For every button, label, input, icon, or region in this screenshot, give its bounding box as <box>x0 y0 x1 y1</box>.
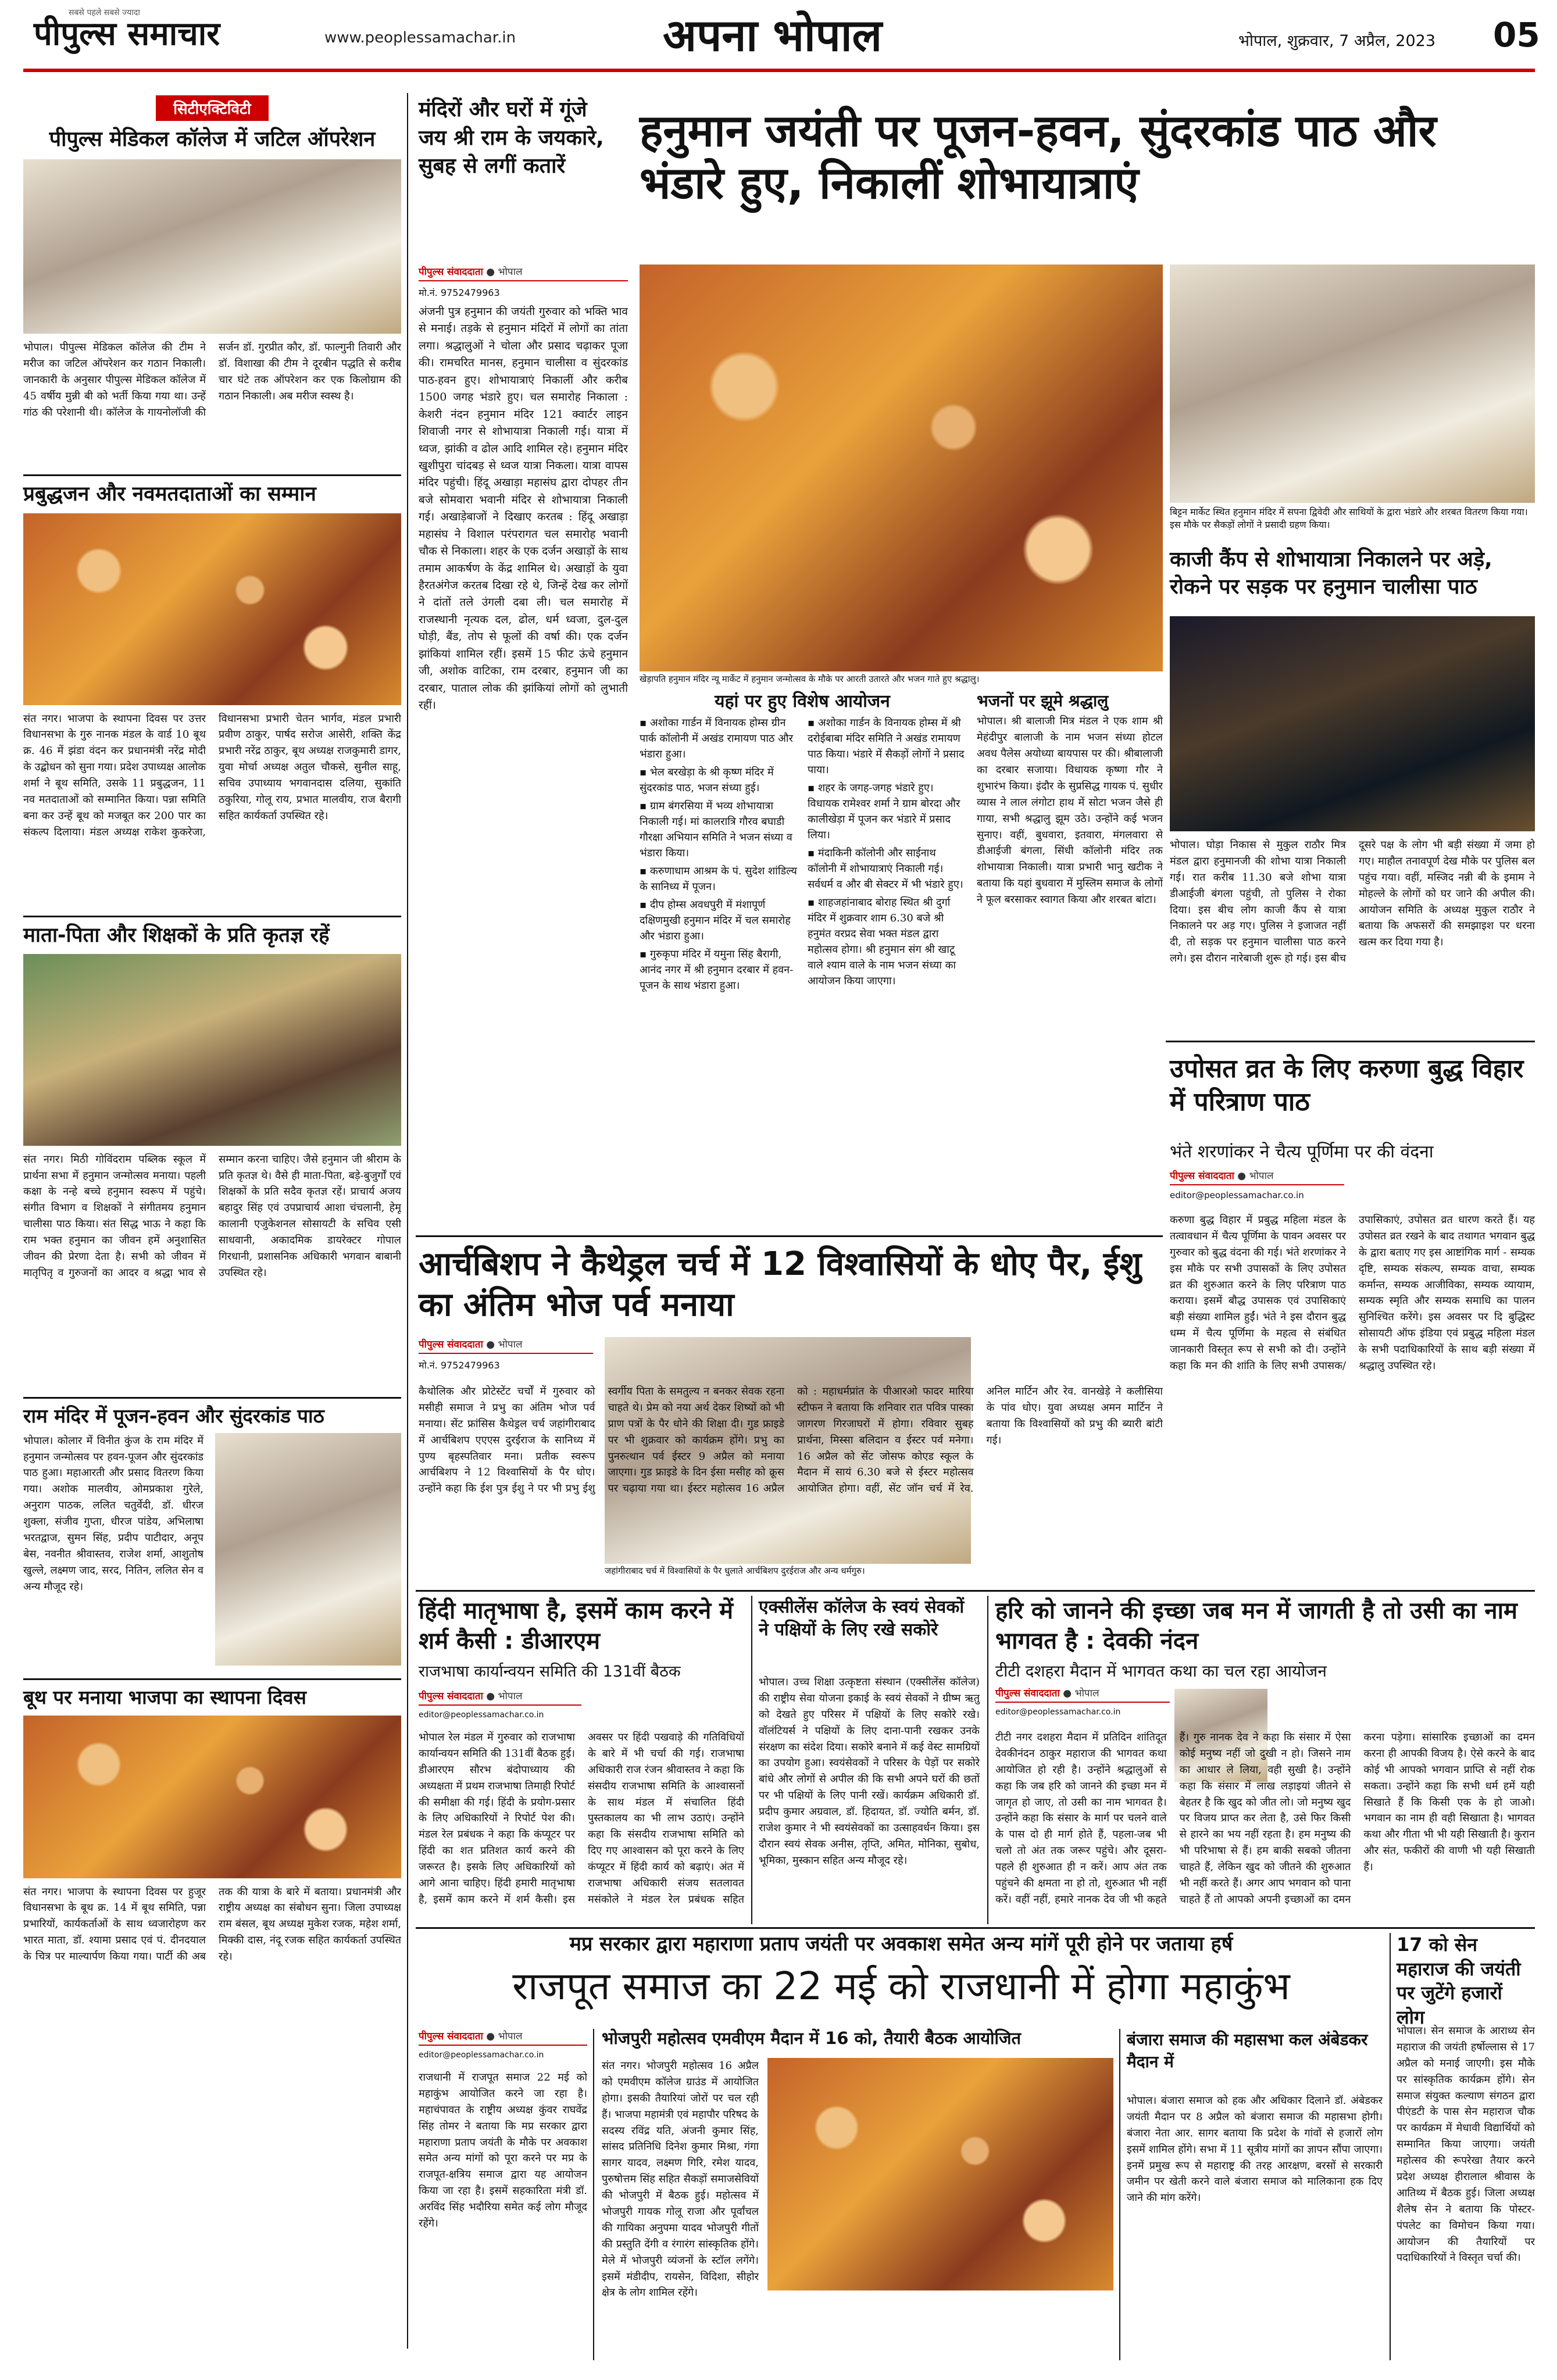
masthead-tagline: सबसे पहले सबसे ज्यादा <box>69 8 140 17</box>
karuna-email: editor@peoplessamachar.co.in <box>1170 1190 1304 1200</box>
karuna-byline-city: भोपाल <box>1249 1170 1274 1182</box>
hindi-body: भोपाल रेल मंडल में गुरुवार को राजभाषा कार्यान्वयन समिति की 131वीं बैठक हुई। डीआरएम सौरभ बंदोपाध्याय की अध्यक्षता में प्रथम राजभाषा तिमाही रिपोर्ट की समीक्षा की गई। हिंदी के प्रयोग-प्रसार के लिए अधिकारियों ने रिपोर्ट पेश की। मंडल रेल प्रबंधक ने कहा कि कंप्यूटर पर हिंदी का शत प्रतिशत कार्य करने की जरूरत है। इसके लिए अधिकारियों को आगे आना चाहिए। हिंदी हमारी मातृभाषा है, इसमें काम करने में शर्म कैसी। इस अवसर पर हिंदी पखवाड़े की गतिविधियों के बारे में भी चर्चा की गई। राजभाषा अधिकारी राज रंजन श्रीवास्तव ने कहा कि संसदीय राजभाषा समिति के आश्वासनों के साथ मंडल में संचालित हिंदी पुस्तकालय का भी लाभ उठाएं। उन्होंने कहा कि संसदीय राजभाषा समिति को दिए गए आश्वासन को पूरा करने के लिए कंप्यूटर में हिंदी कार्य को बढ़ाएं। अंत में राजभाषा अधिकारी संजय सतलावत मसंकोले ने मंडल रेल प्रबंधक सहित <box>419 1731 744 1906</box>
hanuman-main-photo <box>640 265 1163 671</box>
karuna-headline: उपोसत व्रत के लिए करुणा बुद्ध विहार में परित्राण पाठ <box>1170 1054 1524 1117</box>
story1-body: भोपाल। पीपुल्स मेडिकल कॉलेज की टीम ने मरीज का जटिल ऑपरेशन कर गठान निकाली। जानकारी के अनुसार पीपुल्स मेडिकल कॉलेज में 45 वर्षीय मुन्नी बी को भर्ती किया गया था। उन्हें गांठ की परेशानी थी। कॉलेज के गायनोलॉजी की सर्जन डॉ. गुरप्रीत कौर, डॉ. फाल्गुनी तिवारी और डॉ. विशाखा की टीम ने दूरबीन पद्धति से करीब चार घंटे तक ऑपरेशन कर एक किलोग्राम की गठान निकाली। अब मरीज स्वस्थ है। <box>23 341 401 419</box>
special-event-item: ▪ मंदाकिनी कॉलोनी और साईनाथ कॉलोनी में शोभायात्राएं निकाली गई। सर्वधर्म व और बी सेक्टर में भी भंडारे हुए। <box>808 846 963 891</box>
hanuman-side-photo <box>1170 265 1535 503</box>
bhojpuri-photo <box>767 2058 1113 2290</box>
bhagwat-byline: पीपुल्स संवाददाता ● भोपाल <box>995 1686 1170 1703</box>
story4-photo <box>215 1433 401 1666</box>
special-event-item: ▪ अशोका गार्डन के विनायक होम्स में श्री दरोईबाबा मंदिर समिति ने अखंड रामायण पाठ किया। भंडारे में सैकड़ों लोगों ने प्रसाद पाया। <box>808 716 965 776</box>
special-events-title: यहां पर हुए विशेष आयोजन <box>715 691 890 712</box>
story3-body: संत नगर। मिठी गोविंदराम पब्लिक स्कूल में प्रार्थना सभा में हनुमान जन्मोत्सव मनाया। पहली कक्षा के नन्हे बच्चे हनुमान स्वरूप में पहुंचे। संगीत विभाग व शिक्षकों ने संगीतमय हनुमान चालीसा पाठ किया। संत सिद्ध भाऊ ने कहा कि राम भक्त हनुमान का जीवन हमें अनुशासित जीवन की प्रेरणा देता है। सभी को जीवन में मातृपितृ व गुरुजनों का आदर व श्रद्धा भाव से सम्मान करना चाहिए। जैसे हनुमान जी श्रीराम के प्रति कृतज्ञ थे। वैसे ही माता-पिता, बड़े-बुजुर्गों एवं शिक्षकों के प्रति सदैव कृतज्ञ रहें। प्राचार्य अजय बहादुर सिंह एवं उपप्राचार्य आशा चंचलानी, हेमू कालानी एजुकेशनल सोसायटी के सचिव एसी साधवानी, अकादमिक डायरेक्टर गोपाल गिरधानी, प्रशासनिक अधिकारी भगवान बाबानी उपस्थित रहे। <box>23 1153 401 1279</box>
rajput-email: editor@peoplessamachar.co.in <box>419 2050 544 2060</box>
story2-photo <box>23 513 401 705</box>
special-event-item: ▪ शाहजहांनाबाद बोराह स्थित श्री दुर्गा मंदिर में शुक्रवार शाम 6.30 बजे श्री हनुमंत वरप्रद सेवा भक्त मंडल द्वारा महोत्सव होगा। श्री हनुमान संग श्री खाटू वाले श्याम वाले के नाम भजन संध्या का आयोजन किया जाएगा। <box>808 896 956 987</box>
hindi-email: editor@peoplessamachar.co.in <box>419 1710 544 1720</box>
story5-photo <box>23 1716 401 1878</box>
masthead <box>0 0 1557 87</box>
hindi-headline: हिंदी मातृभाषा है, इसमें काम करने में शर्म कैसी : डीआरएम <box>419 1598 734 1654</box>
bhagwat-body: टीटी नगर दशहरा मैदान में प्रतिदिन शांतिदूत देवकीनंदन ठाकुर महाराज की भागवत कथा आयोजित हो रही है। उन्होंने श्रद्धालुओं से कहा कि जब हरि को जानने की इच्छा मन में जागृत हो जाए, तो उसी का नाम भागवत है। उन्होंने कहा कि संसार के मार्ग पर चलने वाले के पास दो ही मार्ग होते हैं, पहला-जब भी चलो तो अंत तक जरूर पहुंचे। और दूसरा-पहले ही शुरुआत ही न करें। आप अंत तक पहुंचने की क्षमता ना हो तो, शुरुआत भी नहीं करें। वहीं नहीं, हमारे नानक देव जी भी कहते हैं। गुरु नानक देव ने कहा कि संसार में ऐसा कोई मनुष्य नहीं जो दुखी न हो। जिसने नाम का आधार ले लिया, वही सुखी है। उन्होंने कहा कि संसार में लाख लड़ाइयां जीतने से बेहतर है कि खुद को जीत लो। जो मनुष्य खुद पर विजय प्राप्त कर लेता है, उसे फिर किसी से हारने का भय नहीं रहता है। हम मनुष्य की भी परिभाषा से हैं। हम बाकी सबको जीतना चाहते हैं, लेकिन खुद को जीतने की शुरुआत भी नहीं करते हैं। अगर आप भगवान को पाना चाहते हैं तो आपको अपनी इच्छाओं का दमन करना पड़ेगा। सांसारिक इच्छाओं का दमन करना ही आपकी विजय है। ऐसे करने के बाद कोई भी आपको भगवान प्राप्ति से नहीं रोक सकता। उन्होंने कहा कि सभी धर्म हमें यही सिखाते हैं कि किसी एक के हो जाओ। भगवान का नाम ही वही सिखाता है। भागवत कथा और गीता भी भी यही सिखाती है। कुरान और संत, फकीरों की वाणी भी यही सिखाती हैं। <box>995 1731 1535 1906</box>
hanuman-byline-name: पीपुल्स संवाददाता <box>419 266 483 278</box>
story2-body: संत नगर। भाजपा के स्थापना दिवस पर उत्तर विधानसभा के गुरु नानक मंडल के वार्ड 10 बूथ क्र. 46 में झंडा वंदन कर प्रधानमंत्री नरेंद्र मोदी के उद्बोधन को सुना गया। प्रदेश उपाध्यक्ष आलोक शर्मा ने बूथ समिति, उसके 11 प्रबुद्धजन, 11 नव मतदाताओं को सम्मानित किया। पन्ना समिति बना कर उन्हें बूथ को मजबूत कर 200 पार का संकल्प दिलाया। मंडल अध्यक्ष राकेश कुकरेजा, विधानसभा प्रभारी चेतन भार्गव, मंडल प्रभारी प्रवीण ठाकुर, पार्षद सरोज आसेरी, शक्ति केंद्र प्रभारी नरेंद्र ठाकुर, बूथ अध्यक्ष राजकुमारी डागर, युवा मोर्चा अध्यक्ष अतुल चौकसे, सुनील साहू, सचिव उपाध्याय भगवानदास दलिया, सुकांति ठकुरिया, गोलू राय, प्रभात मालवीय, राज बैरागी सहित कार्यकर्ता उपस्थित रहे। <box>23 712 401 838</box>
hanuman-side-caption: बिट्टन मार्केट स्थित हनुमान मंदिर में सपना द्विवेदी और साथियों के द्वारा भंडारे और शरबत वितरण किया गया। इस मौके पर सैकड़ों लोगों ने प्रसादी ग्रहण किया। <box>1170 506 1535 531</box>
archbishop-byline-city: भोपाल <box>498 1339 523 1350</box>
karuna-subhead: भंते शरणांकर ने चैत्य पूर्णिमा पर की वंदना <box>1170 1142 1434 1162</box>
special-event-item: ▪ करुणाधाम आश्रम के पं. सुदेश शांडिल्य के सानिध्य में पूजन। <box>640 864 797 893</box>
karuna-byline-name: पीपुल्स संवाददाता <box>1170 1170 1234 1182</box>
special-events-box <box>640 692 965 1041</box>
page-number: 05 <box>1493 15 1540 55</box>
sen-headline: 17 को सेन महाराज की जयंती पर जुटेंगे हजारों लोग <box>1397 1934 1521 2028</box>
excellence-headline: एक्सीलेंस कॉलेज के स्वयं सेवकों ने पक्षियों के लिए रखे सकोरे <box>759 1597 965 1640</box>
excellence-body: भोपाल। उच्च शिक्षा उत्कृष्टता संस्थान (एक्सीलेंस कॉलेज) की राष्ट्रीय सेवा योजना इकाई के स्वयं सेवकों ने ग्रीष्म ऋतु को देखते हुए परिसर में पक्षियों के लिए सकोरे रखे। वॉलंटियर्स ने पक्षियों के लिए दाना-पानी रखकर उनके संरक्षण का संदेश दिया। सकोरे बनाने में कई वेस्ट सामग्रियों का उपयोग हुआ। स्वयंसेवकों ने परिसर के पेड़ों पर सकोरे बांधे और लोगों से अपील की कि सभी अपने घरों की छतों पर भी पक्षियों के लिए पानी रखें। कार्यक्रम अधिकारी डॉ. प्रदीप कुमार अग्रवाल, डॉ. हिदायत, डॉ. ज्योति बर्मन, डॉ. राजेश कुमार ने भी स्वयंसेवकों का उत्साहवर्धन किया। इस दौरान स्वयं सेवक अनीस, तृप्ति, अमित, मोनिका, सुबोध, भूमिका, मुस्कान सहित अन्य मौजूद रहे। <box>759 1676 980 1867</box>
archbishop-headline: आर्चबिशप ने कैथेड्रल चर्च में 12 विश्वासियों के धोए पैर, ईशु का अंतिम भोज पर्व मनाया <box>419 1245 1142 1324</box>
story5-headline: बूथ पर मनाया भाजपा का स्थापना दिवस <box>23 1685 306 1709</box>
bhagwat-byline-box <box>995 1686 1170 1717</box>
bhojpuri-body-a: संत नगर। भोजपुरी महोत्सव 16 अप्रैल को एमवीएम कॉलेज ग्राउंड में आयोजित होगा। इसकी तैयारियां जोरों पर चल रही हैं। भाजपा महामंत्री एवं महापौर परिषद के सदस्य रविंद्र यति, अंजनी कुमार सिंह, सांसद प्रतिनिधि दिनेश कुमार मिश्रा, गंगा सागर यादव, लक्ष्मण गिरि, रमेश यादव, पुरुषोत्तम सिंह सहित सैकड़ों समाजसेवियों की भोजपुरी में बैठक हुई। महोत्सव में भोजपुरी गायक गोलू राजा और पूर्वांचल की गायिका अनुपमा यादव भोजपुरी गीतों की प्रस्तुति देंगी व रंगारंग सांस्कृतिक होंगे। मेले में भोजपुरी व्यंजनों के स्टॉल लगेंगे। इसमें मंडीदीप, रायसेन, विदिशा, सीहोर क्षेत्र के लोग शामिल रहेंगे। <box>602 2060 759 2299</box>
kazi-body: भोपाल। घोड़ा निकास से मुकुल राठौर मित्र मंडल द्वारा हनुमानजी की शोभा यात्रा निकाली गई। रात करीब 11.30 बजे शोभा यात्रा डीआईजी बंगला पहुंची, तो पुलिस ने रोका दिया। इस बीच लोग काजी कैंप से यात्रा निकालने पर अड़ गए। पुलिस ने इजाजत नहीं दी, तो सड़क पर हनुमान चालीसा पाठ करने लगे। इस दौरान नारेबाजी शुरू हो गई। इस बीच दूसरे पक्ष के लोग भी बड़ी संख्या में जमा हो गए। माहौल तनावपूर्ण देख मौके पर पुलिस बल पहुंच गया। वहीं, मस्जिद नन्नी बी के इमाम ने मोहल्ले के लोगों को घर जाने की अपील की। आयोजन समिति के अध्यक्ष मुकुल राठौर ने बताया कि अफसरों की समझाइश पर धरना खत्म कर दिया गया है। <box>1170 839 1535 965</box>
hanuman-main-caption: खेड़ापति हनुमान मंदिर न्यू मार्केट में हनुमान जन्मोत्सव के मौके पर आरती उतारते और भजन गाते हुए श्रद्धालु। <box>640 673 1163 685</box>
left-column-divider <box>407 93 408 2349</box>
hanuman-kicker <box>419 96 610 181</box>
hindi-byline: पीपुल्स संवाददाता ● भोपाल <box>419 1689 581 1706</box>
story5-body: संत नगर। भाजपा के स्थापना दिवस पर हुजूर विधानसभा के बूथ क्र. 14 में बूथ समिति, पन्ना प्रभारियों, कार्यकर्ताओं के साथ ध्वजारोहण कर भारत माता, डॉ. श्यामा प्रसाद एवं पं. दीनदयाल के चित्र पर माल्यार्पण किया गया। पार्टी की अब तक की यात्रा के बारे में बताया। प्रधानमंत्री और राष्ट्रीय अध्यक्ष का संबोधन सुना। जिला उपाध्यक्ष राम बंसल, बूथ अध्यक्ष मुकेश रजक, महेश शर्मा, मिक्की दास, नंदू रजक सहित कार्यकर्ता उपस्थित रहे। <box>23 1885 401 1963</box>
kazi-photo <box>1170 616 1535 831</box>
rajput-byline-box <box>419 2029 587 2060</box>
hindi-byline-box <box>419 1689 581 1720</box>
city-activity-tag: सिटीएक्टिविटी <box>156 95 269 121</box>
paper-name-logo: पीपुल्स समाचार <box>34 15 220 53</box>
section-title <box>663 10 882 60</box>
hanuman-body: अंजनी पुत्र हनुमान की जयंती गुरुवार को भक्ति भाव से मनाई। तड़के से हनुमान मंदिरों में लोगों का तांता लगा। श्रद्धालुओं ने चोला और प्रसाद चढ़ाकर पूजा की। रामचरित मानस, हनुमान चालीसा व सुंदरकांड पाठ-हवन हुए। शोभायात्राएं निकालीं और करीब 1500 जगह भंडारे हुए। चल समारोह निकाला : केशरी नंदन हनुमान मंदिर 121 क्वार्टर लाइन शिवाजी नगर से शोभायात्रा निकाली गई। यात्रा में ध्वज, झांकी व ढोल आदि शामिल रहे। हनुमान मंदिर खुशीपुरा चांदबड़ से ध्वज यात्रा निकला। यात्रा वापस मंदिर पहुंची। हिंदू अखाड़ा महासंघ द्वारा दोपहर तीन बजे सोमवारा भवानी मंदिर से शोभायात्रा निकाली गई। अखाड़ेबाजों ने दिखाए करतब : हिंदू अखाड़ा महासंघ ने विशाल परंपरागत चल समारोह भवानी चौक से निकाला। शहर के एक दर्जन अखाड़ों के साथ तमाम आकर्षण के केंद्र शामिल थे। अखाड़ों के युवा हैरतअंगेज करतब दिखा रहे थे, जिन्हें देख कर लोगों ने दांतों तले उंगली दबा ली। चल समारोह में राजस्थानी नृत्यक दल, ढोल, धर्म ध्वजा, दुल-दुल घोड़ी, बैंड, तोप से फूलों की वर्षा की। एक दर्जन झांकियां शामिल रहीं। इसमें 15 फीट ऊंचे हनुमान जी, अशोक वाटिका, राम दरबार, हनुमान जी का दरबार, पाताल लोक की झांकियां लोगों को लुभाती रहीं। <box>419 305 628 712</box>
hindi-subhead: राजभाषा कार्यान्वयन समिति की 131वीं बैठक <box>419 1663 681 1681</box>
kazi-headline: काजी कैंप से शोभायात्रा निकालने पर अड़े, रोकने पर सड़क पर हनुमान चालीसा पाठ <box>1170 548 1492 599</box>
hindi-byline-name: पीपुल्स संवाददाता <box>419 1691 483 1702</box>
dateline: भोपाल, शुक्रवार, 7 अप्रैल, 2023 <box>1238 32 1436 50</box>
city-activity-column <box>23 87 401 2354</box>
rajput-byline-city: भोपाल <box>498 2031 523 2042</box>
masthead-rule <box>23 69 1535 72</box>
special-event-item: ▪ अशोका गार्डन में विनायक होम्स ग्रीन पार्क कॉलोनी में अखंड रामायण पाठ और भंडारा हुआ। <box>640 716 793 760</box>
story1-headline: पीपुल्स मेडिकल कॉलेज में जटिल ऑपरेशन <box>49 127 376 151</box>
story3-headline: माता-पिता और शिक्षकों के प्रति कृतज्ञ रहें <box>23 923 330 947</box>
bhajan-box <box>977 692 1163 1041</box>
bhajan-title: भजनों पर झूमे श्रद्धालु <box>977 691 1109 710</box>
rajput-kicker: मप्र सरकार द्वारा महाराणा प्रताप जयंती पर अवकाश समेत अन्य मांगें पूरी होने पर जताया हर्ष <box>569 1932 1233 1956</box>
archbishop-byline-name: पीपुल्स संवाददाता <box>419 1339 483 1350</box>
special-events-list <box>640 715 965 994</box>
section-title-text: अपना भोपाल <box>663 9 883 61</box>
special-event-item: ▪ ग्राम बंगरसिया में भव्य शोभायात्रा निकाली गई। मां कालरात्रि गौरव बघाडी गौरक्षा अभियान समिति ने भजन संध्या व भंडारा किया। <box>640 799 792 859</box>
banjara-body: भोपाल। बंजारा समाज को हक और अधिकार दिलाने डॉ. अंबेडकर जयंती मैदान पर 8 अप्रैल को बंजारा समाज की महासभा होगी। बंजारा नेता आर. सागर बताया कि प्रदेश के गांवों से हजारों लोग इसमें शामिल होंगे। सभा में 11 सूत्रीय मांगों का ज्ञापन सौंपा जाएगा। इनमें प्रमुख रूप से महाराष्ट्र की तरह आरक्षण, बरसों से सरकारी जमीन पर खेती करने वाले बंजारा समाज को मालिकाना हक दिए जाने की मांग करेंगे। <box>1127 2095 1383 2204</box>
special-event-item: ▪ गुरुकृपा मंदिर में यमुना सिंह बैरागी, आनंद नगर में श्री हनुमान दरबार में हवन-पूजन के साथ भंडारा हुआ। <box>640 948 794 992</box>
banjara-headline: बंजारा समाज की महासभा कल अंबेडकर मैदान में <box>1127 2030 1368 2071</box>
karuna-byline-box <box>1170 1168 1344 1200</box>
bhagwat-email: editor@peoplessamachar.co.in <box>995 1707 1121 1717</box>
sen-body: भोपाल। सेन समाज के आराध्य सेन महाराज की जयंती हर्षोल्लास से 17 अप्रैल को मनाई जाएगी। इस मौके पर सांस्कृतिक कार्यक्रम होंगे। सेन समाज संयुक्त कल्याण संगठन द्वारा पीएंडटी के पास सेन महाराज चौक पर कार्यक्रम में मेधावी विद्यार्थियों को सम्मानित किया जाएगा। जयंती महोत्सव की रूपरेखा तैयार करने प्रदेश अध्यक्ष हीरालाल श्रीवास के आतिथ्य में बैठक हुई। जिला अध्यक्ष शैलेष सेन ने बताया कि पोस्टर-पंपलेट का विमोचन किया गया। आयोजन की तैयारियों पर पदाधिकारियों ने विस्तृत चर्चा की। <box>1397 2025 1535 2264</box>
bhagwat-headline: हरि को जानने की इच्छा जब मन में जागती है तो उसी का नाम भागवत है : देवकी नंदन <box>995 1598 1517 1654</box>
rajput-byline-name: पीपुल्स संवाददाता <box>419 2031 483 2042</box>
bhojpuri-headline: भोजपुरी महोत्सव एमवीएम मैदान में 16 को, तैयारी बैठक आयोजित <box>602 2028 1022 2048</box>
archbishop-byline: पीपुल्स संवाददाता ● भोपाल <box>419 1337 593 1354</box>
hanuman-kicker-text: मंदिरों और घरों में गूंजे जय श्री राम के जयकारे, सुबह से लगीं कतारें <box>419 98 604 178</box>
archbishop-body: कैथोलिक और प्रोटेस्टेंट चर्चों में गुरुवार को मसीही समाज ने प्रभु का अंतिम भोज पर्व मनाया। सेंट फ्रांसिस कैथेड्रल चर्च जहांगीराबाद में आर्चबिशप एएएस दुरईराज के सानिध्य में पुण्य बृहस्पतिवार मना। प्रतीक स्वरूप आर्चबिशप ने 12 विश्वासियों के पैर धोए। उन्होंने कहा कि ईश पुत्र ईशु ने पर भी प्रभु ईशु स्वर्गीय पिता के समतुल्य न बनकर सेवक रहना चाहते थे। प्रेम को नया अर्थ देकर शिष्यों को भी प्राण पत्रों के पैर धोने की शिक्षा दी। गुड फ्राइडे पर भी शुक्रवार को कार्यक्रम होंगे। प्रभु का पुनरुत्थान पर्व ईस्टर 9 अप्रैल को मनाया जाएगा। गुड फ्राइडे के दिन ईसा मसीह को क्रूस पर चढ़ाया गया था। ईस्टर महोत्सव 16 अप्रैल को : महाधर्मप्रांत के पीआरओ फादर मारिया स्टीफन ने बताया कि शनिवार रात पवित्र पास्का जागरण गिरजाघरों में होगा। रविवार सुबह प्रार्थना, मिस्सा बलिदान व ईस्टर पर्व मनेगा। 16 अप्रैल को सेंट जोसफ कोएड स्कूल के मैदान में सायं 6.30 बजे से ईस्टर महोत्सव आयोजित होगा। वहीं, सेंट जॉन चर्च में रेव. अनिल मार्टिन और रेव. वानखेड़े ने कलीसिया के पांव धोए। युवा अध्यक्ष अमन मार्टिन ने बताया कि विश्वासियों को प्रभु की ब्यारी बांटी गई। <box>419 1385 1163 1495</box>
special-event-item: ▪ भेल बरखेड़ा के श्री कृष्ण मंदिर में सुंदरकांड पाठ, भजन संध्या हुई। <box>640 766 774 794</box>
archbishop-mobile: मो.नं. 9752479963 <box>419 1360 500 1371</box>
story4-headline: राम मंदिर में पूजन-हवन और सुंदरकांड पाठ <box>23 1404 324 1427</box>
story4-body: भोपाल। कोलार में विनीत कुंज के राम मंदिर में हनुमान जन्मोत्सव पर हवन-पूजन और सुंदरकांड पाठ हुआ। महाआरती और प्रसाद वितरण किया गया। अशोक मालवीय, ओमप्रकाश गुरेले, अनुराग पाठक, ललित चतुर्वेदी, डॉ. धीरज शुक्ला, संजीव गुप्ता, धीरज पांडेय, अभिलाषा भरतद्वाज, सुमन सिंह, प्रदीप पाटीदार, अनूप बेस, नवनीत श्रीवास्तव, राजेश शर्मा, आशुतोष खुल्ले, लक्ष्मण जाद, सरद, नितिन, ललित सेन व अन्य मौजूद रहे। <box>23 1434 203 1593</box>
hanuman-byline-city: भोपाल <box>498 266 523 278</box>
bhagwat-byline-city: भोपाल <box>1074 1688 1099 1699</box>
archbishop-caption: जहांगीराबाद चर्च में विश्वासियों के पैर धुलाते आर्चबिशप दुरईराज और अन्य धर्मगुरु। <box>605 1565 971 1577</box>
rajput-byline: पीपुल्स संवाददाता ● भोपाल <box>419 2029 587 2046</box>
hanuman-story-text <box>419 265 628 1230</box>
story3-photo <box>23 954 401 1146</box>
karuna-byline: पीपुल्स संवाददाता ● भोपाल <box>1170 1168 1344 1185</box>
hanuman-headline: हनुमान जयंती पर पूजन-हवन, सुंदरकांड पाठ और भंडारे हुए, निकालीं शोभायात्राएं <box>640 105 1437 209</box>
bhajan-body: भोपाल। श्री बालाजी मित्र मंडल ने एक शाम श्री मेहंदीपुर बालाजी के नाम भजन संध्या होटल अवध पैलेस अयोध्या बायपास पर की। श्रीबालाजी का दरबार सजाया। विधायक कृष्णा गौर ने शुभारंभ किया। इंदौर के सुप्रसिद्ध गायक पं. सुधीर व्यास ने लाल लंगोटा हाथ में सोटा भजन जैसे ही गाया, सभी श्रद्धालु झूम उठे। उन्होंने कई भजन सुनाए। वहीं, बुधवारा, इतवारा, मंगलवारा से डीआईजी बंगला, सिंधी कॉलोनी मंदिर तक शोभायात्रा निकाली। यात्रा प्रभारी भानु खटीक ने बताया कि यहां बुधवारा में मुस्लिम समाज के लोगों ने फूल बरसाकर स्वागत किया और शरबत बांटा। <box>977 715 1163 906</box>
story1-photo <box>23 159 401 334</box>
special-event-item: ▪ शहर के जगह-जगह भंडारे हुए। विधायक रामेश्वर शर्मा ने ग्राम बोरदा और कालीखेड़ा में पूजन कर भंडारे में प्रसाद लिया। <box>808 781 960 841</box>
bhagwat-subhead: टीटी दशहरा मैदान में भागवत कथा का चल रहा आयोजन <box>995 1661 1327 1681</box>
rajput-headline: राजपूत समाज का 22 मई को राजधानी में होगा महाकुंभ <box>512 1964 1290 2009</box>
rajput-body: राजधानी में राजपूत समाज 22 मई को महाकुंभ आयोजित करने जा रहा है। महाचंपावत के राष्ट्रीय अध्यक्ष कुंवर राघवेंद्र सिंह तोमर ने बताया कि मप्र सरकार द्वारा महाराणा प्रताप जयंती के मौके पर अवकाश समेत अन्य मांगों को पूरा करने पर मप्र के राजपूत-क्षत्रिय समाज द्वारा यह आयोजन किया जा रहा है। इसमें सहकारिता मंत्री डॉ. अरविंद सिंह भदौरिया समेत कई लोग मौजूद रहेंगे। <box>419 2071 587 2230</box>
bhagwat-byline-name: पीपुल्स संवाददाता <box>995 1688 1060 1699</box>
hanuman-byline: पीपुल्स संवाददाता ● भोपाल <box>419 265 628 281</box>
paper-url: www.peoplessamachar.in <box>324 29 516 47</box>
story2-headline: प्रबुद्धजन और नवमतदाताओं का सम्मान <box>23 483 316 506</box>
special-event-item: ▪ दीप होम्स अवधपुरी में मंशापूर्ण दक्षिणमुखी हनुमान मंदिर में चल समारोह और भंडारा हुआ। <box>640 898 791 942</box>
hindi-byline-city: भोपाल <box>498 1691 523 1702</box>
hanuman-mobile: मो.नं. 9752479963 <box>419 287 500 298</box>
karuna-body: करुणा बुद्ध विहार में प्रबुद्ध महिला मंडल के तत्वावधान में चैत्य पूर्णिमा के पावन अवसर पर गुरुवार को बुद्ध वंदना की गई। भंते शरणांकर ने इस मौके पर सभी उपासकों के लिए उपोसत व्रत की शुरुआत करने के लिए परित्राण पाठ कराया। इसमें बौद्ध उपासक एवं उपासिकाएं बड़ी संख्या शामिल हुईं। भंते ने इस दौरान बुद्ध धम्म में चैत्य पूर्णिमा के महत्व से संबंधित जानकारी विस्तृत रूप से सभी को दी। उन्होंने कहा कि मन की शांति के लिए सभी उपासक/उपासिकाएं, उपोसत व्रत धारण करते हैं। यह उपोसत व्रत रखने के बाद तथागत भगवान बुद्ध के द्वारा बताए गए इस आष्टांगिक मार्ग - सम्यक दृष्टि, सम्यक संकल्प, सम्यक वाचा, सम्यक कर्मान्त, सम्यक आजीविका, सम्यक व्यायाम, सम्यक स्मृति और सम्यक समाधि का पालन सुनिश्चित करेंगे। इस अवसर पर दि बुद्धिस्ट सोसायटी ऑफ इंडिया एवं प्रबुद्ध महिला मंडल के सभी पदाधिकारियों के साथ बड़ी संख्या में श्रद्धालु उपस्थित रहे। <box>1170 1214 1535 1373</box>
